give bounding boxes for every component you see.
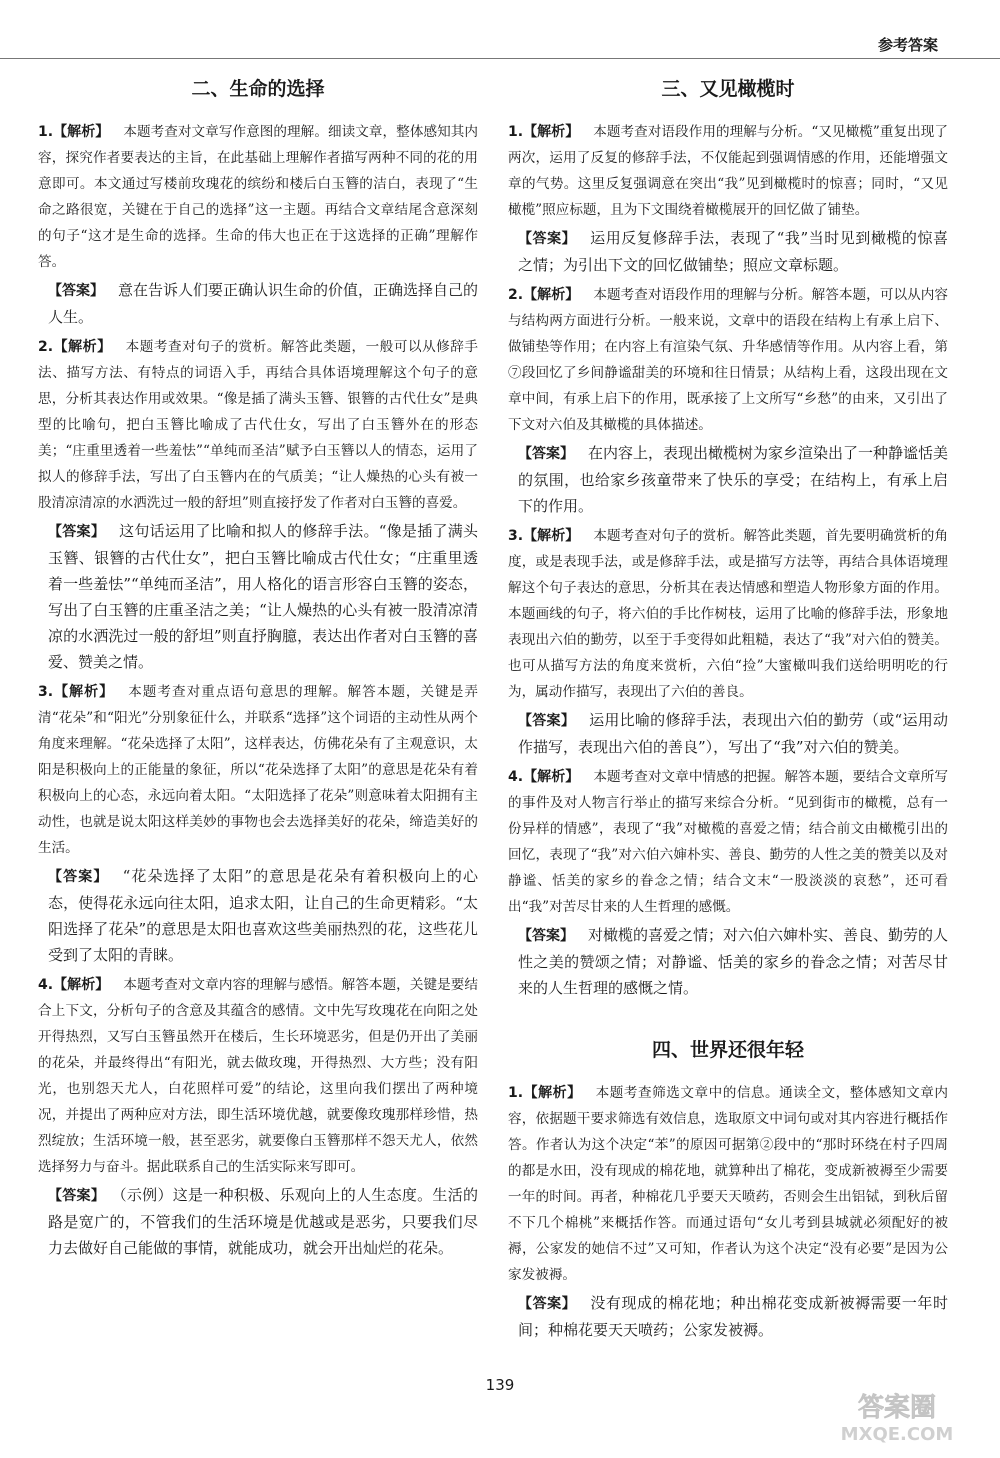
answer-text: 意在告诉人们要正确认识生命的价值，正确选择自己的人生。: [48, 281, 479, 326]
answer-paragraph: [518, 707, 948, 760]
question-number: 4.: [508, 769, 524, 785]
answer-text: 没有现成的棉花地；种出棉花变成新被褥需要一年时间；种棉花要天天喷药；公家发被褥。: [518, 1294, 948, 1339]
analysis-text: 本题考查对语段作用的理解与分析。解答本题，可以从内容与结构两方面进行分析。一般来说，文章中的语段在结构上有承上启下、做铺垫等作用；在内容上有渲染气氛、升华感情等作用。从内容上看，第⑦段回忆了乡间静谧甜美的环境和往日情景；从结构上看，这段出现在文章中间，有承上启下的作用，既承接了上文所写“乡愁”的由来，又引出了下文对六伯及其橄榄的具体描述。: [508, 287, 948, 433]
question-item: [508, 282, 948, 519]
answer-tag: 【答案】: [518, 713, 576, 729]
analysis-paragraph: [508, 119, 948, 223]
answer-paragraph: [518, 225, 948, 278]
header-rule: [0, 58, 1000, 59]
analysis-paragraph: [38, 334, 478, 516]
right-column: [508, 68, 948, 1347]
analysis-tag: 【解析】: [523, 287, 580, 303]
analysis-text: 本题考查对重点语句意思的理解。解答本题，关键是弄清“花朵”和“阳光”分别象征什么，并联系“选择”这个词语的主动性从两个角度来理解。“花朵选择了太阳”，这样表达，仿佛花朵有了主观意识，太阳是积极向上的正能量的象征，所以“花朵选择了太阳”的意思是花朵有着积极向上的心态，永远向着太阳。“太阳选择了花朵”则意味着太阳拥有主动性，也就是说太阳这样美妙的事物也会去选择美好的花朵，缔造美好的生活。: [38, 684, 479, 856]
answer-text: 运用反复修辞手法，表现了“我”当时见到橄榄的惊喜之情；为引出下文的回忆做铺垫；照应文章标题。: [518, 229, 948, 274]
question-item: [38, 679, 478, 968]
answer-paragraph: [518, 440, 948, 519]
answer-tag: 【答案】: [518, 1296, 577, 1312]
analysis-tag: 【解析】: [523, 769, 580, 785]
analysis-tag: 【解析】: [53, 684, 115, 700]
analysis-paragraph: [38, 679, 478, 861]
watermark-logo: [822, 1388, 972, 1448]
question-item: [508, 764, 948, 1001]
analysis-text: 本题考查筛选文章中的信息。通读全文，整体感知文章内容，依据题干要求筛选有效信息，选取原文中词句或对其内容进行概括作答。作者认为这个决定“苯”的原因可据第②段中的“那时环绕在村子四周的都是水田，没有现成的棉花地，就算种出了棉花，变成新被褥至少需要一年的时间。再者，种棉花几乎要天天喷药，否则会生出铝铽，到秋后留不下几个棉桃”来概括作答。而通过语句“女儿考到县城就必须配好的被褥，公家发的她信不过”又可知，作者认为这个决定“没有必要”是因为公家发被褥。: [508, 1085, 949, 1283]
answer-tag: 【答案】: [518, 928, 574, 944]
analysis-tag: 【解析】: [523, 1085, 582, 1101]
answer-paragraph: [48, 1182, 478, 1261]
question-item: [508, 523, 948, 760]
answer-text: 运用比喻的修辞手法，表现出六伯的勤劳（或“运用动作描写，表现出六伯的善良”），写出了“我”对六伯的赞美。: [518, 711, 949, 756]
page-number: 139: [485, 1376, 515, 1394]
answer-tag: 【答案】: [518, 446, 574, 462]
question-number: 4.: [38, 977, 54, 993]
answer-text: 对橄榄的喜爱之情；对六伯六婶朴实、善良、勤劳的人性之美的赞颂之情；对静谧、恬美的家乡的眷念之情；对苦尽甘来的人生哲理的感慨之情。: [518, 926, 949, 997]
analysis-paragraph: [38, 119, 478, 275]
analysis-text: 本题考查对文章中情感的把握。解答本题，要结合文章所写的事件及对人物言行举止的描写来综合分析。“见到街市的橄榄，总有一份异样的情感”，表现了“我”对橄榄的喜爱之情；结合前文由橄榄引出的回忆，表现了“我”对六伯六婶朴实、善良、勤劳的人性之美的赞美以及对静谧、恬美的家乡的眷念之情；结合文末“一股淡淡的哀愁”，还可看出“我”对苦尽甘来的人生哲理的感慨。: [508, 769, 948, 915]
answer-paragraph: [518, 1290, 948, 1343]
question-item: [508, 1080, 948, 1343]
answer-tag: 【答案】: [48, 1188, 106, 1204]
answer-paragraph: [518, 922, 948, 1001]
question-number: 1.: [508, 124, 524, 140]
question-number: 1.: [508, 1085, 524, 1101]
right-items-2: [508, 1080, 948, 1343]
right-items-1: [508, 119, 948, 1001]
analysis-tag: 【解析】: [53, 124, 110, 140]
answer-paragraph: [48, 863, 478, 968]
answer-text: 在内容上，表现出橄榄树为家乡渲染出了一种静谧恬美的氛围，也给家乡孩童带来了快乐的享受；在结构上，有承上启下的作用。: [518, 444, 949, 515]
answer-paragraph: [48, 518, 478, 675]
analysis-paragraph: [508, 764, 948, 920]
analysis-text: 本题考查对句子的赏析。解答此类题，一般可以从修辞手法、描写方法、有特点的词语入手，再结合具体语境理解这个句子的意思，分析其表达作用或效果。“像是插了满头玉簪、银簪的古代仕女”是典型的比喻句，把白玉簪比喻成了古代仕女，写出了白玉簪外在的形态美；“庄重里透着一些羞怯”“单纯而圣洁”赋予白玉簪以人的情态，运用了拟人的修辞手法，写出了白玉簪内在的气质美；“让人燥热的心头有被一股清凉清凉的水洒洗过一般的舒坦”则直接抒发了作者对白玉簪的喜爱。: [38, 339, 479, 511]
analysis-paragraph: [38, 972, 478, 1180]
answer-tag: 【答案】: [48, 869, 109, 885]
section-title: 三、又见橄榄时: [661, 78, 795, 100]
analysis-text: 本题考查对文章写作意图的理解。细读文章，整体感知其内容，探究作者要表达的主旨，在此基础上理解作者描写两种不同的花的用意即可。本文通过写楼前玫瑰花的缤纷和楼后白玉簪的洁白，表现了“生命之路很宽，关键在于自己的选择”这一主题。再结合文章结尾含意深刻的句子“这才是生命的选择。生命的伟大也正在于这选择的正确”理解作答。: [38, 124, 478, 270]
answer-paragraph: [48, 277, 478, 330]
header-label: 参考答案: [877, 36, 938, 54]
analysis-paragraph: [508, 1080, 948, 1288]
question-number: 2.: [508, 287, 524, 303]
answer-tag: 【答案】: [48, 524, 106, 540]
answer-tag: 【答案】: [518, 231, 577, 247]
left-items: [38, 119, 478, 1261]
analysis-tag: 【解析】: [53, 977, 110, 993]
answer-text: （示例）这是一种积极、乐观向上的人生态度。生活的路是宽广的，不管我们的生活环境是优越或是恶劣，只要我们尽力去做好自己能做的事情，就能成功，就会开出灿烂的花朵。: [48, 1186, 478, 1257]
question-item: [508, 119, 948, 278]
analysis-tag: 【解析】: [53, 339, 112, 355]
answer-tag: 【答案】: [48, 283, 104, 299]
question-number: 3.: [38, 684, 54, 700]
question-item: [38, 972, 478, 1261]
analysis-text: 本题考查对语段作用的理解与分析。“又见橄榄”重复出现了两次，运用了反复的修辞手法，不仅能起到强调情感的作用，还能增强文章的气势。这里反复强调意在突出“我”见到橄榄时的惊喜；同时，“又见橄榄”照应标题，且为下文围绕着橄榄展开的回忆做了铺垫。: [508, 124, 949, 218]
svg-text:MXQE.COM: MXQE.COM: [840, 1424, 954, 1445]
question-number: 2.: [38, 339, 54, 355]
answer-text: 这句话运用了比喻和拟人的修辞手法。“像是插了满头玉簪、银簪的古代仕女”，把白玉簪比喻成古代仕女；“庄重里透着一些羞怯”“单纯而圣洁”，用人格化的语言形容白玉簪的姿态，写出了白玉簪的庄重圣洁之美；“让人燥热的心头有被一股清凉清凉的水洒洗过一般的舒坦”则直抒胸臆，表达出作者对白玉簪的喜爱、赞美之情。: [48, 522, 479, 671]
answer-text: “花朵选择了太阳”的意思是花朵有着积极向上的心态，使得花永远向往太阳，追求太阳，让自己的生命更精彩。“太阳选择了花朵”的意思是太阳也喜欢这些美丽热烈的花，这些花儿受到了太阳的青睐。: [48, 867, 478, 964]
left-column: [38, 68, 478, 1265]
analysis-tag: 【解析】: [523, 124, 580, 140]
question-item: [38, 334, 478, 675]
svg-text:答案圈: 答案圈: [857, 1393, 937, 1423]
section-title: 四、世界还很年轻: [651, 1039, 804, 1061]
question-item: [38, 119, 478, 330]
analysis-tag: 【解析】: [523, 528, 580, 544]
analysis-text: 本题考查对句子的赏析。解答此类题，首先要明确赏析的角度，或是表现手法，或是修辞手法，或是描写方法等，再结合具体语境理解这个句子表达的意思，分析其在表达情感和塑造人物形象方面的作用。本题画线的句子，将六伯的手比作树枝，运用了比喻的修辞手法，形象地表现出六伯的勤劳，以至于手变得如此粗糙，表达了“我”对六伯的赞美。也可从描写方法的角度来赏析，六伯“捡”大蜜橄叫我们送给明明吃的行为，属动作描写，表现出了六伯的善良。: [508, 528, 948, 700]
question-number: 1.: [38, 124, 54, 140]
analysis-paragraph: [508, 282, 948, 438]
analysis-paragraph: [508, 523, 948, 705]
question-number: 3.: [508, 528, 524, 544]
analysis-text: 本题考查对文章内容的理解与感悟。解答本题，关键是要结合上下文，分析句子的含意及其蕴含的感情。文中先写玫瑰花在向阳之处开得热烈，又写白玉簪虽然开在楼后，生长环境恶劣，但是仍开出了美丽的花朵，并最终得出“有阳光，就去做玫瑰，开得热烈、大方些；没有阳光，也别怨天尤人，白花照样可爱”的结论，这里向我们摆出了两种境况，并提出了两种应对方法，即生活环境优越，就要像玫瑰那样珍惜，热烈绽放；生活环境一般，甚至恶劣，就要像白玉簪那样不怨天尤人，依然选择努力与奋斗。据此联系自己的生活实际来写即可。: [38, 977, 478, 1175]
section-title: 二、生命的选择: [191, 78, 325, 100]
